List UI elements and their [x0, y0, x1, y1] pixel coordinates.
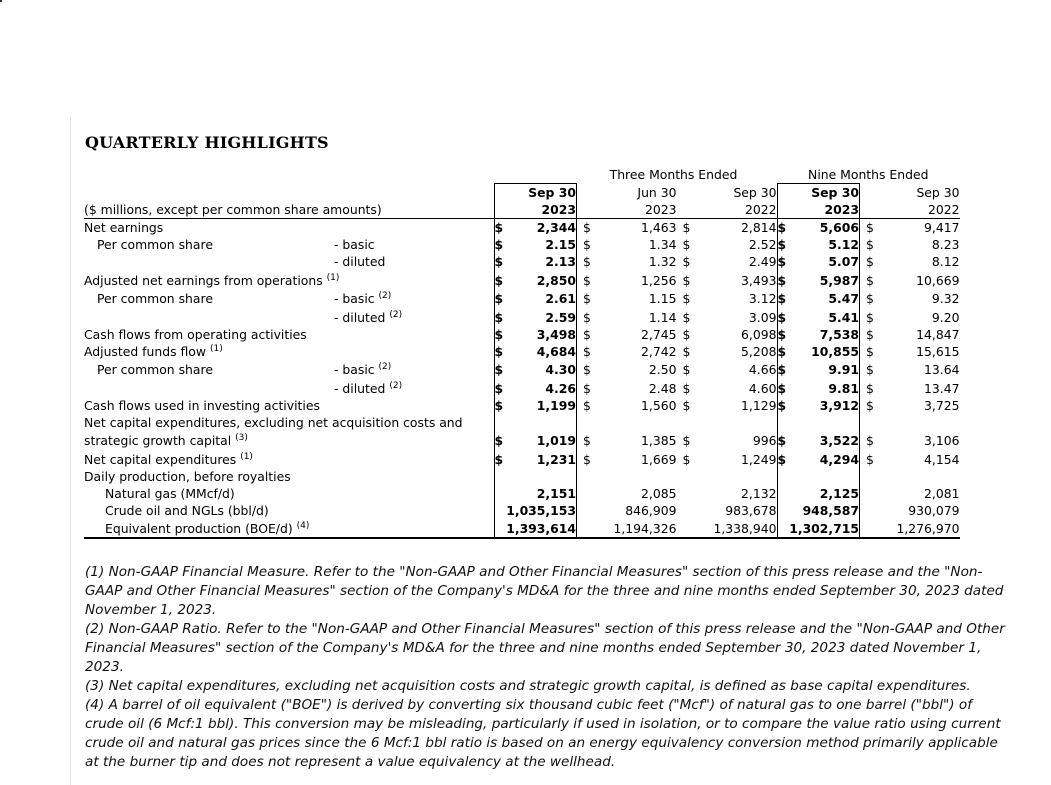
row-label: Net earnings	[84, 220, 164, 235]
currency: $	[866, 380, 874, 396]
currency: $	[777, 397, 793, 414]
row-label: Net capital expenditures, excluding net acquisition costs and	[84, 414, 463, 430]
cell: 1,194,326	[577, 519, 677, 539]
cell: 1,393,614	[494, 519, 577, 539]
table-row	[84, 519, 960, 539]
cell: 4.26	[510, 378, 577, 397]
cell: 1,129	[741, 397, 777, 413]
cell: 846,909	[625, 502, 677, 518]
cell: 9,417	[924, 220, 960, 235]
cell: 9.32	[931, 291, 960, 306]
cell: 2.61	[510, 289, 577, 308]
currency: $	[494, 270, 510, 289]
footnote-ref: (4)	[296, 521, 310, 531]
cell: 1,231	[510, 449, 577, 468]
currency: $	[682, 309, 691, 325]
cell: 1.15	[648, 291, 677, 306]
row-sublabel: - basic $^{(2)}$	[334, 291, 392, 306]
row-sublabel: - diluted $^{(2)}$	[334, 380, 403, 396]
cell: 13.64	[924, 362, 960, 377]
cell: 3.12	[748, 291, 777, 306]
currency: $	[777, 253, 793, 270]
currency: $	[583, 291, 591, 306]
currency: $	[583, 272, 591, 288]
nine-months-header: Nine Months Ended	[808, 167, 929, 182]
currency: $	[777, 449, 793, 468]
currency: $	[682, 362, 691, 377]
cell: 2,085	[641, 485, 677, 501]
cell: 1,302,715	[777, 519, 860, 539]
currency: $	[583, 254, 591, 269]
cell: 3.09	[748, 309, 777, 325]
currency: $	[494, 397, 510, 414]
row-label: Per common share	[97, 237, 213, 252]
table-row	[84, 502, 960, 519]
row-sublabel: - basic $^{(2)}$	[334, 362, 392, 377]
col-header-year: 2022	[876, 201, 960, 219]
currency: $	[866, 272, 874, 288]
cell: 2,081	[924, 485, 960, 501]
currency: $	[682, 254, 691, 269]
cell: 5.07	[793, 253, 860, 270]
cell: 996	[752, 433, 777, 448]
group-header-row	[84, 166, 960, 184]
cell: 2,745	[641, 326, 677, 342]
cell: 9.20	[931, 309, 960, 325]
cell: 1.14	[648, 309, 677, 325]
cell: 1,560	[641, 397, 677, 413]
footnotes	[85, 563, 1005, 772]
currency: $	[583, 309, 591, 325]
table-row	[84, 343, 960, 360]
cell: 2,742	[641, 343, 677, 359]
footnote-ref: (2)	[378, 362, 392, 372]
footnote-1: (1) Non-GAAP Financial Measure. Refer to the "Non-GAAP and Other Financial Measures" section of this press release and the "Non-GAAP and Other Financial Measures" section of the Company's MD&A for the three and nine months ended September 30, 2023 dated November 1, 2023.	[85, 564, 1004, 618]
cell: 8.23	[931, 237, 960, 252]
footnote-ref: (2)	[389, 380, 403, 391]
cell: 3,498	[510, 326, 577, 343]
col-header-year: 2023	[793, 201, 860, 219]
row-label: Cash flows used in investing activities	[84, 397, 320, 413]
units-note: ($ millions, except per common share amounts)	[84, 201, 494, 219]
cell: 4,294	[793, 449, 860, 468]
currency: $	[866, 451, 874, 467]
footnote-ref: (2)	[378, 291, 392, 301]
currency: $	[866, 433, 874, 448]
cell: 1,035,153	[494, 502, 577, 519]
table-row	[84, 307, 960, 326]
cell: 4.60	[748, 380, 777, 396]
cell: 1,199	[510, 397, 577, 414]
column-header-row-2	[84, 201, 960, 219]
cell: 1,338,940	[677, 519, 778, 539]
currency: $	[777, 270, 793, 289]
col-header-year: 2022	[693, 201, 778, 219]
row-label: Adjusted net earnings from operations $^{(1)}$	[84, 272, 340, 288]
cell: 1,276,970	[860, 519, 960, 539]
col-header-9m-2022: Sep 30	[916, 185, 960, 200]
cell: 2,814	[741, 220, 777, 235]
row-label: Per common share	[97, 362, 213, 377]
table-row	[84, 289, 960, 308]
cell: 1,669	[641, 451, 677, 467]
currency: $	[777, 289, 793, 308]
footnote-ref: (1)	[326, 272, 340, 283]
currency: $	[866, 237, 874, 252]
currency: $	[494, 449, 510, 468]
cell: 1,256	[641, 272, 677, 288]
currency: $	[682, 220, 691, 235]
cell: 1,385	[641, 433, 677, 448]
col-header-q2-2023: Jun 30	[637, 185, 677, 200]
cell: 13.47	[924, 380, 960, 396]
cell: 9.91	[793, 360, 860, 379]
footnote-4: (4) A barrel of oil equivalent ("BOE") is derived by converting six thousand cubic feet ("Mcf") of natural gas to one barrel ("bbl") of crude oil (6 Mcf:1 bbl). This conversion may be misleading, particularly if used in isolation, or to compare the value ratio using current crude oil and natural gas prices since the 6 Mcf:1 bbl ratio is based on an energy equivalency conversion method primarily applicable at the burner tip and does not represent a value equivalency at the wellhead.	[85, 697, 1001, 770]
currency: $	[682, 237, 691, 252]
currency: $	[866, 291, 874, 306]
row-label: Equivalent production (BOE/d) $^{(4)}$	[84, 519, 494, 539]
currency: $	[494, 360, 510, 379]
cell: 5,606	[793, 219, 860, 237]
currency: $	[682, 326, 691, 342]
table-row	[84, 236, 960, 253]
footnote-ref: (1)	[209, 343, 223, 354]
cell: 4.30	[510, 360, 577, 379]
currency: $	[583, 237, 591, 252]
row-label: Natural gas (MMcf/d)	[105, 485, 235, 501]
table-row	[84, 431, 960, 450]
col-header-q3-2022: Sep 30	[733, 185, 777, 200]
row-label: Per common share	[97, 291, 213, 306]
cell: 5.41	[793, 307, 860, 326]
cell: 2,132	[741, 485, 777, 501]
currency: $	[866, 220, 874, 235]
currency: $	[866, 309, 874, 325]
currency: $	[777, 360, 793, 379]
cell: 2.52	[748, 237, 777, 252]
cell: 1,463	[641, 220, 677, 235]
three-months-header: Three Months Ended	[609, 167, 738, 182]
currency: $	[866, 397, 874, 413]
table-row	[84, 378, 960, 397]
currency: $	[494, 289, 510, 308]
col-header-q3-2023: Sep 30	[510, 184, 577, 202]
row-label: Cash flows from operating activities	[84, 326, 307, 342]
currency: $	[777, 378, 793, 397]
currency: $	[777, 236, 793, 253]
cell: 2,125	[793, 485, 860, 502]
row-label: Adjusted funds flow $^{(1)}$	[84, 343, 223, 359]
highlights-table	[84, 166, 960, 539]
cell: 930,079	[908, 502, 960, 518]
cell: 14,847	[916, 326, 960, 342]
cell: 9.81	[793, 378, 860, 397]
table-row	[84, 449, 960, 468]
currency: $	[866, 343, 874, 359]
currency: $	[494, 431, 510, 450]
cell: 2.49	[748, 254, 777, 269]
currency: $	[494, 307, 510, 326]
cell: 8.12	[931, 254, 960, 269]
cell: 2.13	[510, 253, 577, 270]
document-page	[70, 117, 1051, 785]
footnote-ref: (1)	[240, 451, 253, 462]
row-label: Daily production, before royalties	[84, 468, 291, 484]
cell: 948,587	[777, 502, 860, 519]
currency: $	[494, 219, 510, 237]
cell: 1,249	[741, 451, 777, 467]
currency: $	[494, 378, 510, 397]
cell: 3,493	[741, 272, 777, 288]
row-label: Net capital expenditures $^{(1)}$	[84, 451, 253, 467]
cell: 15,615	[916, 343, 960, 359]
cell: 2.59	[510, 307, 577, 326]
currency: $	[777, 307, 793, 326]
cell: 7,538	[793, 326, 860, 343]
currency: $	[583, 380, 591, 396]
currency: $	[583, 451, 591, 467]
cell: 1.32	[648, 254, 677, 269]
cell: 1,019	[510, 431, 577, 450]
row-label: Crude oil and NGLs (bbl/d)	[105, 502, 269, 518]
row-sublabel: - basic	[334, 237, 375, 252]
table-row	[84, 219, 960, 237]
cell: 4,154	[924, 451, 960, 467]
cell: 2.48	[648, 380, 677, 396]
cell: 2,344	[510, 219, 577, 237]
cell: 2.50	[648, 362, 677, 377]
row-sublabel: - diluted $^{(2)}$	[334, 309, 403, 325]
currency: $	[583, 362, 591, 377]
currency: $	[494, 343, 510, 360]
table-row	[84, 270, 960, 289]
currency: $	[682, 451, 691, 467]
currency: $	[682, 380, 691, 396]
footnote-2: (2) Non-GAAP Ratio. Refer to the "Non-GAAP and Other Financial Measures" section of this press release and the "Non-GAAP and Other Financial Measures" section of the Company's MD&A for the three and nine months ended September 30, 2023 dated November 1, 2023.	[85, 621, 1005, 675]
currency: $	[583, 397, 591, 413]
cell: 4.66	[748, 362, 777, 377]
currency: $	[682, 433, 691, 448]
cell: 3,912	[793, 397, 860, 414]
page-title: QUARTERLY HIGHLIGHTS	[85, 133, 329, 152]
currency: $	[682, 272, 691, 288]
currency: $	[494, 326, 510, 343]
table-row	[84, 468, 960, 485]
currency: $	[682, 291, 691, 306]
currency: $	[494, 236, 510, 253]
currency: $	[583, 220, 591, 235]
currency: $	[777, 343, 793, 360]
cell: 2.15	[510, 236, 577, 253]
col-header-year: 2023	[593, 201, 677, 219]
cell: 5.12	[793, 236, 860, 253]
footnote-3: (3) Net capital expenditures, excluding net acquisition costs and strategic growth capital, is defined as base capital expenditures.	[85, 678, 971, 694]
cell: 2,850	[510, 270, 577, 289]
cell: 10,855	[793, 343, 860, 360]
footnote-ref: (3)	[235, 433, 248, 443]
cell: 5.47	[793, 289, 860, 308]
currency: $	[866, 326, 874, 342]
cell: 5,987	[793, 270, 860, 289]
currency: $	[777, 326, 793, 343]
currency: $	[583, 433, 591, 448]
currency: $	[583, 326, 591, 342]
table-row	[84, 397, 960, 414]
table-row	[84, 414, 960, 431]
cell: 5,208	[741, 343, 777, 359]
cell: 6,098	[741, 326, 777, 342]
cell: 4,684	[510, 343, 577, 360]
currency: $	[682, 343, 691, 359]
cell: 983,678	[725, 502, 777, 518]
table-row	[84, 485, 960, 502]
table-row	[84, 253, 960, 270]
currency: $	[777, 219, 793, 237]
currency: $	[777, 431, 793, 450]
column-header-row-1	[84, 184, 960, 202]
cell: 2,151	[510, 485, 577, 502]
cell: 10,669	[916, 272, 960, 288]
currency: $	[583, 343, 591, 359]
row-label: strategic growth capital $^{(3)}$	[84, 433, 248, 448]
row-sublabel: - diluted	[334, 254, 386, 269]
currency: $	[866, 254, 874, 269]
cell: 3,725	[924, 397, 960, 413]
table-row	[84, 326, 960, 343]
currency: $	[866, 362, 874, 377]
currency: $	[494, 253, 510, 270]
currency: $	[682, 397, 691, 413]
table-row	[84, 360, 960, 379]
col-header-9m-2023: Sep 30	[793, 184, 860, 202]
footnote-ref: (2)	[389, 309, 403, 320]
cell: 3,106	[924, 433, 960, 448]
col-header-year: 2023	[510, 201, 577, 219]
cell: 3,522	[793, 431, 860, 450]
cell: 1.34	[648, 237, 677, 252]
corner-mark	[0, 0, 2, 2]
